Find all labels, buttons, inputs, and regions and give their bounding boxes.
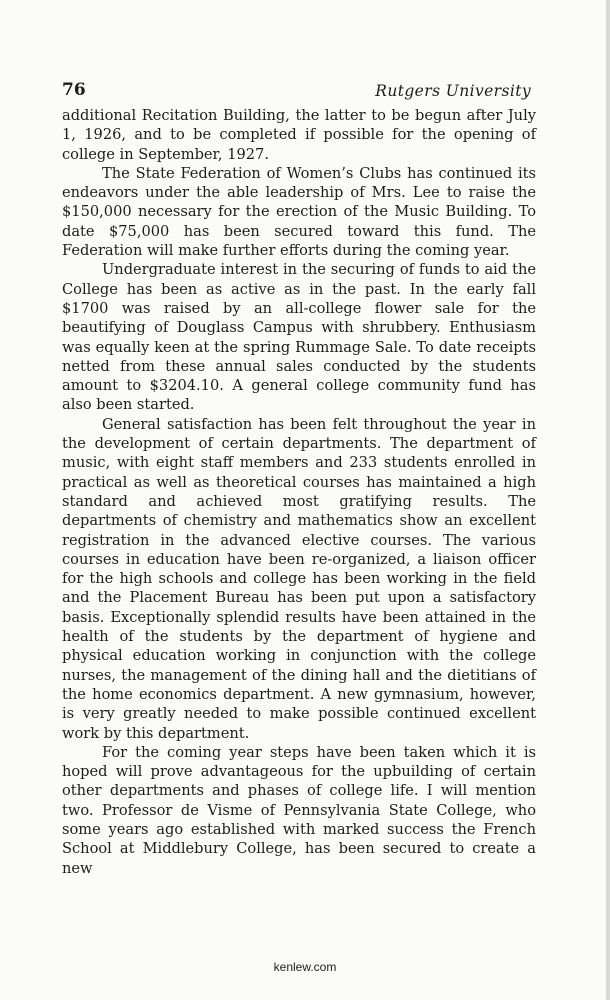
- paragraph-coming-year: For the coming year steps have been taken which it is hoped will prove advantageous for the upbuilding of certain other departments and phases of college life. I will mention two. Professor de Visme of Pennsylvania State College, who some years ago established with marked success the French School at Middlebury College, has been secured to create a new: [62, 743, 536, 877]
- paragraph-federation: The State Federation of Women’s Clubs has continued its endeavors under the able leadership of Mrs. Lee to raise the $150,000 necessary for the erection of the Music Building. To date $75,000 has been secured toward this fund. The Federation will make further efforts during the coming year.: [62, 164, 536, 260]
- paragraph-departments: General satisfaction has been felt throughout the year in the development of certain departments. The department of music, with eight staff members and 233 students enrolled in practical as well as theoretical courses has maintained a high standard and achieved most gratifying results. The departments of chemistry and mathematics show an excellent registration in the advanced elective courses. The various courses in education have been re-organized, a liaison officer for the high schools and college has been working in the field and the Placement Bureau has been put upon a satisfactory basis. Exceptionally splendid results have been attained in the health of the students by the department of hygiene and physical education working in conjunction with the college nurses, the management of the dining hall and the dietitians of the home economics department. A new gymnasium, however, is very greatly needed to make possible continued excellent work by this department.: [62, 415, 536, 742]
- running-title: Rutgers University: [375, 82, 531, 100]
- paragraph-continuation: additional Recitation Building, the latter to be begun after July 1, 1926, and to be completed if possible for the opening of college in September, 1927.: [62, 107, 536, 163]
- page-number: 76: [62, 80, 86, 100]
- body-text: [62, 106, 536, 878]
- paragraph-undergraduate: Undergraduate interest in the securing of funds to aid the College has been as active as in the past. In the early fall $1700 was raised by an all-college flower sale for the beautifying of Douglass Campus with shrubbery. Enthusiasm was equally keen at the spring Rummage Sale. To date receipts netted from these annual sales conducted by the students amount to $3204.10. A general college community fund has also been started.: [62, 261, 536, 414]
- watermark: kenlew.com: [273, 960, 337, 974]
- page-edge: [606, 0, 610, 1000]
- page-header: [62, 80, 536, 104]
